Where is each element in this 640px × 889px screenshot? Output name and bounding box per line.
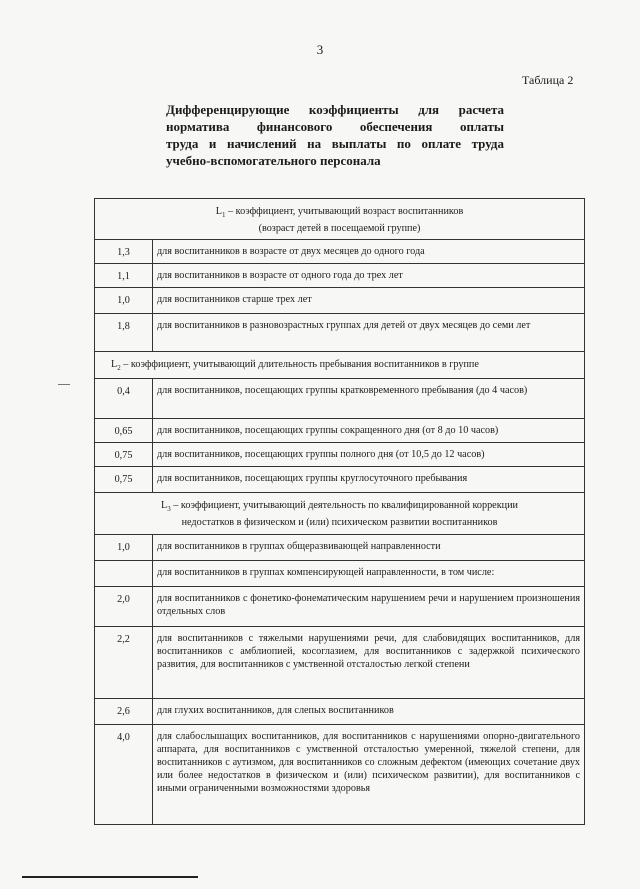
description-cell: для воспитанников в группах компенсирующей направленности, в том числе: xyxy=(153,561,585,587)
description-cell: для воспитанников с тяжелыми нарушениями речи, для слабовидящих воспитанников, для воспитанников с амблиопией, косоглазием, для воспитанников с задержкой психического развития, для воспитанников с умственной отсталостью легкой степени xyxy=(153,627,585,699)
table-row xyxy=(95,725,585,825)
margin-mark xyxy=(58,384,70,385)
description-cell: для воспитанников, посещающих группы сокращенного дня (от 8 до 10 часов) xyxy=(153,419,585,443)
coefficient-cell: 4,0 xyxy=(95,725,153,825)
coefficient-cell xyxy=(95,561,153,587)
coefficients-table xyxy=(94,198,585,825)
bottom-rule xyxy=(22,876,198,878)
title-line: учебно-вспомогательного персонала xyxy=(166,153,381,168)
section-heading-text: – коэффициент, учитывающий возраст воспитанников xyxy=(225,206,464,217)
coef-index: 1 xyxy=(221,211,226,220)
description-cell: для воспитанников, посещающих группы кратковременного пребывания (до 4 часов) xyxy=(153,379,585,419)
coefficient-cell: 2,0 xyxy=(95,587,153,627)
table-row xyxy=(95,627,585,699)
table-row xyxy=(95,314,585,352)
coefficient-cell: 1,0 xyxy=(95,288,153,314)
title-line: труда и начислений на выплаты по оплате труда xyxy=(166,136,504,151)
table-row xyxy=(95,443,585,467)
description-cell: для воспитанников в разновозрастных группах для детей от двух месяцев до семи лет xyxy=(153,314,585,352)
table-row xyxy=(95,240,585,264)
coefficient-cell: 0,65 xyxy=(95,419,153,443)
coefficient-cell: 1,8 xyxy=(95,314,153,352)
coefficient-cell: 0,4 xyxy=(95,379,153,419)
title-line: Дифференцирующие коэффициенты для расчета xyxy=(166,102,504,117)
description-cell: для воспитанников, посещающих группы полного дня (от 10,5 до 12 часов) xyxy=(153,443,585,467)
coefficient-cell: 0,75 xyxy=(95,443,153,467)
coefficient-cell: 2,2 xyxy=(95,627,153,699)
table-row xyxy=(95,699,585,725)
coef-index: 2 xyxy=(117,364,121,373)
document-title xyxy=(166,101,504,169)
section-heading-text: недостатков в физическом и (или) психическом развитии воспитанников xyxy=(181,517,498,529)
table-row xyxy=(95,288,585,314)
table-row xyxy=(95,561,585,587)
section-heading-l1 xyxy=(95,199,585,240)
title-line: норматива финансового обеспечения оплаты xyxy=(166,119,504,134)
table-row xyxy=(95,467,585,493)
description-cell: для воспитанников в группах общеразвивающей направленности xyxy=(153,535,585,561)
coef-symbol: L xyxy=(215,206,222,217)
description-cell: для слабослышащих воспитанников, для воспитанников с нарушениями опорно-двигательного аппарата, для воспитанников с умственной отсталостью умеренной, тяжелой степени, для воспитанников с аутизмом, для воспитанников со сложным дефектом (имеющих сочетание двух или более недостатков в физическом и (или) психическом развитии), для воспитанников с иными ограниченными возможностями здоровья xyxy=(153,725,585,825)
description-cell: для воспитанников старше трех лет xyxy=(153,288,585,314)
section-heading-l2 xyxy=(95,352,585,379)
table-row xyxy=(95,379,585,419)
coef-symbol: L xyxy=(111,359,118,371)
table-row xyxy=(95,419,585,443)
table-section-header xyxy=(95,199,585,240)
table-row xyxy=(95,535,585,561)
description-cell: для воспитанников в возрасте от двух месяцев до одного года xyxy=(153,240,585,264)
coefficient-cell: 1,0 xyxy=(95,535,153,561)
table-section-header xyxy=(95,352,585,379)
coef-symbol: L xyxy=(161,500,168,512)
section-heading-text: (возраст детей в посещаемой группе) xyxy=(258,223,421,235)
coefficient-cell: 1,1 xyxy=(95,264,153,288)
table-row xyxy=(95,264,585,288)
description-cell: для воспитанников в возрасте от одного года до трех лет xyxy=(153,264,585,288)
description-cell: для воспитанников с фонетико-фонематическим нарушением речи и нарушением произношения отдельных слов xyxy=(153,587,585,627)
section-heading-text: – коэффициент, учитывающий длительность пребывания воспитанников в группе xyxy=(120,359,479,371)
coefficient-cell: 1,3 xyxy=(95,240,153,264)
description-cell: для воспитанников, посещающих группы круглосуточного пребывания xyxy=(153,467,585,493)
table-row xyxy=(95,587,585,627)
table-section-header xyxy=(95,493,585,535)
coefficient-cell: 0,75 xyxy=(95,467,153,493)
page-number: 3 xyxy=(316,42,324,57)
section-heading-text: – коэффициент, учитывающий деятельность по квалифицированной коррекции xyxy=(170,500,519,512)
coef-index: 3 xyxy=(167,505,171,514)
coefficient-cell: 2,6 xyxy=(95,699,153,725)
table-label: Таблица 2 xyxy=(522,73,574,87)
description-cell: для глухих воспитанников, для слепых воспитанников xyxy=(153,699,585,725)
section-heading-l3 xyxy=(95,493,585,535)
